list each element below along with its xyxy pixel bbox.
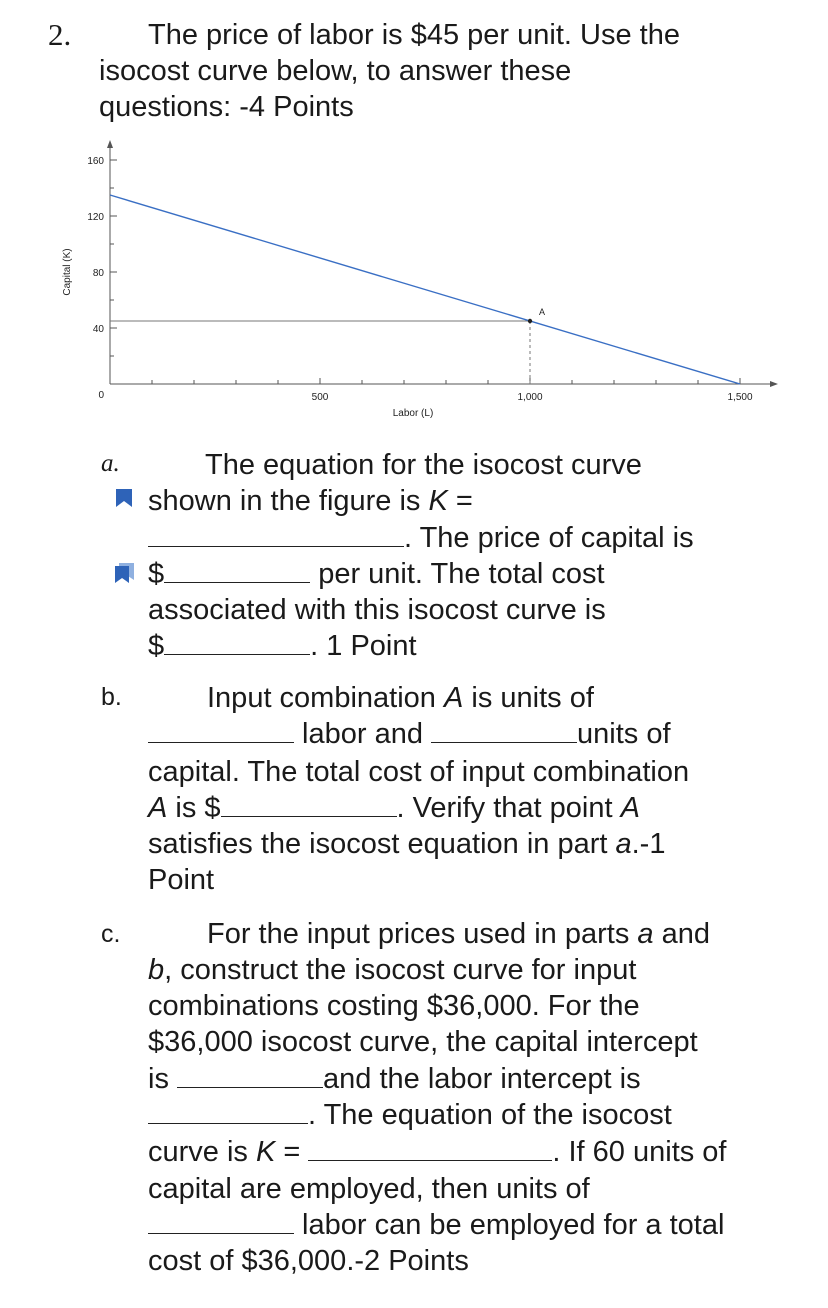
x-axis-label: Labor (L) [392,408,434,419]
answer-blank-total-cost[interactable] [164,653,310,655]
answer-blank-capital-units[interactable] [431,741,577,743]
part-a-marker: a. [101,450,120,477]
y-tick-label: 0 [98,390,104,401]
bookmark-stack-icon[interactable] [113,562,135,584]
answer-blank-new-equation[interactable] [308,1159,552,1161]
answer-blank-capital-price[interactable] [164,581,310,583]
isocost-line [110,195,740,384]
part-b-line-3: capital. The total cost of input combination [148,756,690,788]
question-header-line-3: questions: -4 Points [99,91,354,123]
part-b-line-4: A is $ . Verify that point A [148,792,640,824]
y-tick-label: 160 [87,156,104,167]
answer-blank-equation[interactable] [148,545,404,547]
part-a-line-6: $ . 1 Point [148,630,417,662]
x-tick-label: 500 [311,392,329,403]
part-c-line-2: b, construct the isocost curve for input [148,954,637,986]
question-header-line-1: The price of labor is $45 per unit. Use the [148,19,680,51]
answer-blank-labor-employed[interactable] [148,1232,294,1234]
part-b-line-6: Point [148,864,215,896]
part-a-line-3: . The price of capital is [148,520,694,556]
part-c-line-3: combinations costing $36,000. For the [148,990,640,1022]
answer-blank-labor-intercept[interactable] [148,1122,308,1124]
part-a-line-1: The equation for the isocost curve [205,449,642,481]
bookmark-icon[interactable] [113,487,135,509]
point-a-label: A [539,307,546,317]
part-b-line-1: Input combination A is units of [207,682,594,714]
part-c-line-10: cost of $36,000.-2 Points [148,1245,469,1277]
part-c-line-9: labor can be employed for a total [148,1207,724,1243]
part-b-line-5: satisfies the isocost equation in part a.-1 [148,828,666,860]
part-c-line-6: . The equation of the isocost [148,1097,672,1133]
isocost-chart [0,0,828,430]
x-tick-label: 1,500 [727,392,753,403]
y-axis-arrow [107,140,113,148]
x-tick-label: 1,000 [517,392,543,403]
part-b-line-2: labor and units of [148,716,671,752]
part-c-marker: c. [101,920,121,948]
part-a-line-5: associated with this isocost curve is [148,594,606,626]
question-header-line-2: isocost curve below, to answer these [99,55,572,87]
y-tick-label: 120 [87,212,104,223]
point-a [528,319,532,323]
y-axis-label: Capital (K) [62,248,73,296]
part-c-line-7: curve is K = . If 60 units of [148,1136,727,1168]
part-c-line-4: $36,000 isocost curve, the capital intercept [148,1026,698,1058]
y-tick-label: 40 [92,324,104,335]
part-a-line-2: shown in the figure is K = [148,485,473,517]
answer-blank-capital-intercept[interactable] [177,1086,323,1088]
answer-blank-total-cost-a[interactable] [221,815,397,817]
part-c-line-1: For the input prices used in parts a and [207,918,710,950]
answer-blank-labor-units[interactable] [148,741,294,743]
part-b-marker: b. [101,683,122,711]
x-axis-arrow [770,381,778,387]
question-number: 2. [48,17,72,52]
y-tick-label: 80 [92,268,104,279]
part-a-line-4: $ per unit. The total cost [148,558,605,590]
part-c-line-8: capital are employed, then units of [148,1173,590,1205]
part-c-line-5: is and the labor intercept is [148,1063,641,1095]
